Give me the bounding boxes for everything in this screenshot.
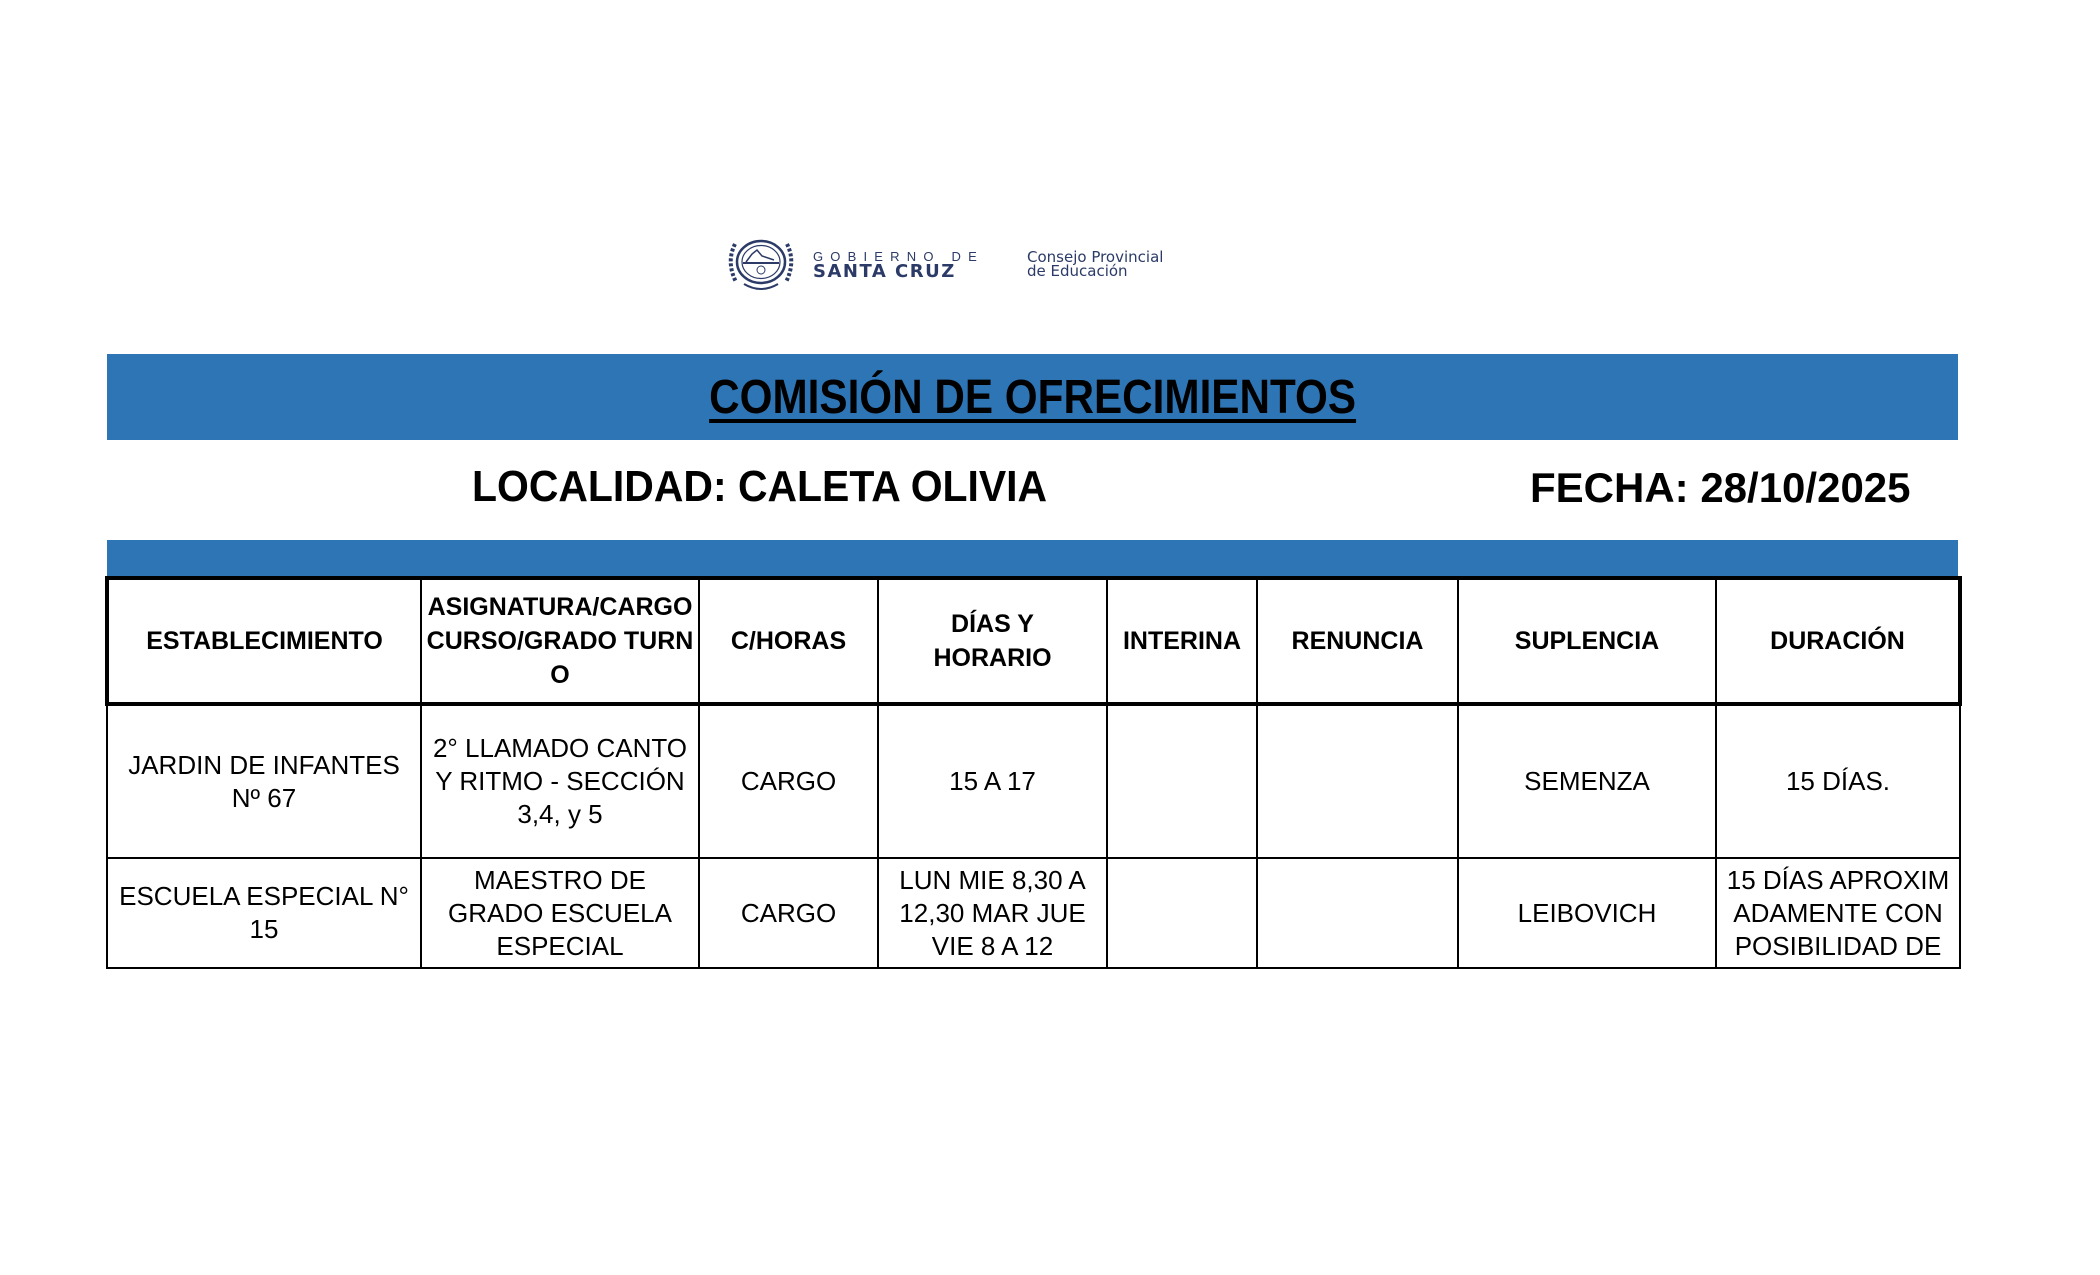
- logo-header: [718, 230, 1218, 296]
- cell-interina: [1107, 704, 1257, 858]
- cell-duracion: 15 DÍAS.: [1716, 704, 1960, 858]
- cell-asignatura: 2° LLAMADO CANTO Y RITMO - SECCIÓN 3,4, y 5: [421, 704, 699, 858]
- cell-suplencia: SEMENZA: [1458, 704, 1716, 858]
- table-header-row: [107, 578, 1960, 704]
- cell-dias-horario: LUN MIE 8,30 A 12,30 MAR JUE VIE 8 A 12: [878, 858, 1107, 968]
- title-band: [107, 354, 1958, 440]
- column-header-dias-horario: DÍAS Y HORARIO: [878, 578, 1107, 704]
- cell-interina: [1107, 858, 1257, 968]
- locality-label: LOCALIDAD: CALETA OLIVIA: [472, 462, 1048, 511]
- column-header-c-horas: C/HORAS: [699, 578, 878, 704]
- column-header-suplencia: SUPLENCIA: [1458, 578, 1716, 704]
- cell-establecimiento: ESCUELA ESPECIAL N° 15: [107, 858, 421, 968]
- cell-c-horas: CARGO: [699, 704, 878, 858]
- column-header-interina: INTERINA: [1107, 578, 1257, 704]
- cell-c-horas: CARGO: [699, 858, 878, 968]
- cell-dias-horario: 15 A 17: [878, 704, 1107, 858]
- page-title: COMISIÓN DE OFRECIMIENTOS: [709, 370, 1356, 424]
- table-header-band: [107, 540, 1958, 576]
- government-label: GOBIERNO DE: [813, 249, 984, 264]
- cell-establecimiento: JARDIN DE INFANTES Nº 67: [107, 704, 421, 858]
- table-row: [107, 704, 1960, 858]
- date-label: FECHA: 28/10/2025: [1530, 464, 1911, 511]
- cell-duracion: 15 DÍAS APROXIMADAMENTE CON POSIBILIDAD DE: [1726, 864, 1950, 961]
- council-label-line2: de Educación: [1027, 262, 1128, 280]
- coat-of-arms-icon: [722, 232, 800, 294]
- province-label: SANTA CRUZ: [813, 261, 956, 282]
- column-header-duracion: DURACIÓN: [1716, 578, 1960, 704]
- cell-renuncia: [1257, 858, 1458, 968]
- offers-table: [105, 576, 1962, 969]
- cell-asignatura: MAESTRO DE GRADO ESCUELA ESPECIAL: [421, 858, 699, 968]
- column-header-asignatura: ASIGNATURA/CARGO CURSO/GRADO TURNO: [421, 578, 699, 704]
- table-row: [107, 858, 1960, 968]
- council-label-line1: Consejo Provincial: [1027, 248, 1164, 266]
- cell-renuncia: [1257, 704, 1458, 858]
- cell-suplencia: LEIBOVICH: [1458, 858, 1716, 968]
- column-header-renuncia: RENUNCIA: [1257, 578, 1458, 704]
- cell-duracion-container: [1716, 858, 1960, 968]
- column-header-establecimiento: ESTABLECIMIENTO: [107, 578, 421, 704]
